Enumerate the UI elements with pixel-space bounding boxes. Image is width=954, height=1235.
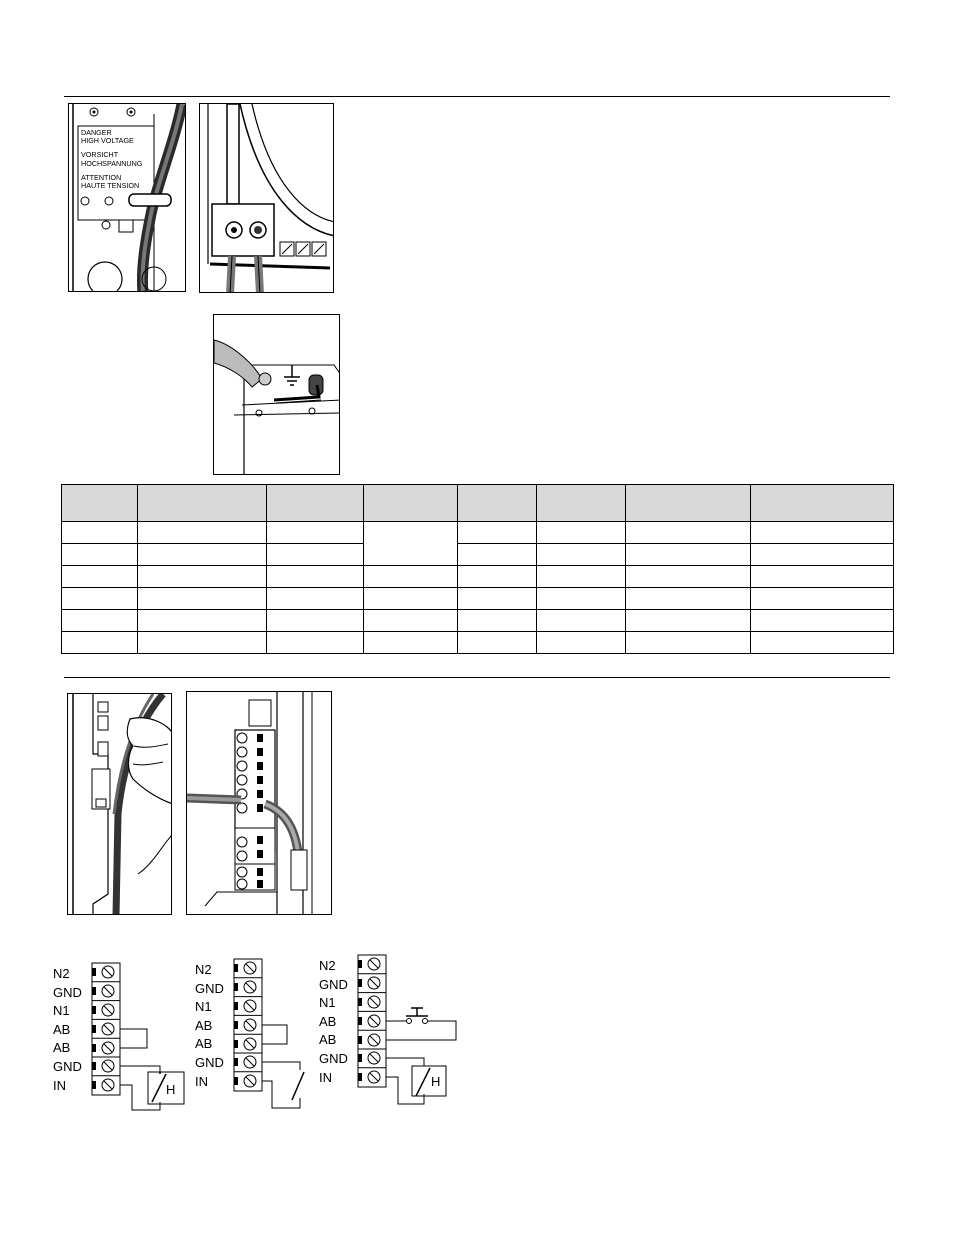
table-cell (138, 588, 267, 610)
warning-line-5: ATTENTION (81, 172, 122, 182)
table-header-cell (267, 485, 364, 522)
figure-warning-label-panel (68, 103, 186, 292)
table-cell (267, 588, 364, 610)
warning-line-3: VORSICHT (81, 150, 119, 160)
table-cell (537, 632, 626, 654)
table-cell (458, 566, 537, 588)
switch-label-h: H (166, 1082, 176, 1097)
table-header-cell (458, 485, 537, 522)
terminal-block (358, 955, 386, 1087)
figure-terminal-screwdriver (199, 103, 334, 293)
terminal-block (234, 959, 262, 1091)
terminal-label-ab: AB (195, 1036, 213, 1052)
table-header-cell (364, 485, 458, 522)
terminal-label-gnd: GND (319, 1050, 348, 1066)
terminal-label-in: IN (319, 1069, 332, 1085)
specification-table (61, 484, 894, 654)
table-cell (537, 610, 626, 632)
table-cell (62, 566, 138, 588)
warning-label-text (81, 129, 155, 190)
table-row (62, 544, 894, 566)
table-row (62, 632, 894, 654)
table-cell (537, 588, 626, 610)
table-header-cell (626, 485, 751, 522)
section-rule-top (64, 96, 890, 97)
table-cell (537, 544, 626, 566)
warning-line-4: HOCHSPANNUNG (81, 158, 143, 168)
terminal-label-ab: AB (53, 1021, 71, 1037)
wiring-diagram-3 (318, 954, 468, 1110)
wiring-diagram-2 (194, 958, 324, 1114)
table-cell (364, 610, 458, 632)
table-cell (138, 610, 267, 632)
table-cell (267, 632, 364, 654)
terminal-block (92, 963, 120, 1095)
table-cell (626, 588, 751, 610)
table-cell (138, 544, 267, 566)
table-cell (626, 632, 751, 654)
table-cell (751, 588, 894, 610)
table-cell (364, 588, 458, 610)
table-header-cell (138, 485, 267, 522)
table-cell (267, 566, 364, 588)
table-cell (458, 610, 537, 632)
table-cell (62, 544, 138, 566)
table-cell (751, 632, 894, 654)
table-cell (751, 544, 894, 566)
table-cell (626, 610, 751, 632)
terminal-label-in: IN (195, 1073, 208, 1089)
warning-line-6: HAUTE TENSION (81, 181, 140, 191)
terminal-label-ab: AB (53, 1040, 71, 1056)
table-row (62, 566, 894, 588)
table-cell (267, 544, 364, 566)
table-row (62, 610, 894, 632)
table-cell (626, 566, 751, 588)
terminal-label-ab: AB (319, 1013, 337, 1029)
wiring-lines (120, 1029, 184, 1110)
table-cell (62, 632, 138, 654)
terminal-label-ab: AB (319, 1032, 337, 1048)
table-cell (62, 610, 138, 632)
wiring-lines (262, 1025, 304, 1108)
terminal-label-n2: N2 (53, 966, 70, 981)
table-header-cell (62, 485, 138, 522)
table-header-cell (751, 485, 894, 522)
table-cell (751, 610, 894, 632)
terminal-label-n2: N2 (195, 962, 212, 977)
table-cell (62, 588, 138, 610)
figure-cable-insertion (67, 693, 172, 915)
switch-label-h: H (431, 1074, 441, 1089)
table-cell (458, 632, 537, 654)
figure-ground-terminal (213, 314, 340, 475)
table-cell (537, 566, 626, 588)
table-header-row (62, 485, 894, 522)
table-cell (267, 610, 364, 632)
terminal-label-n1: N1 (53, 1003, 70, 1019)
table-cell (751, 522, 894, 544)
table-cell (458, 544, 537, 566)
table-cell (626, 522, 751, 544)
table-cell (267, 522, 364, 544)
table-cell (458, 522, 537, 544)
warning-line-2: HIGH VOLTAGE (81, 136, 134, 146)
terminal-label-n2: N2 (319, 958, 336, 973)
terminal-label-gnd: GND (53, 984, 82, 1000)
terminal-label-ab: AB (195, 1017, 213, 1033)
section-rule-middle (64, 677, 890, 678)
terminal-label-gnd: GND (53, 1058, 82, 1074)
table-row (62, 522, 894, 544)
terminal-label-n1: N1 (319, 995, 336, 1011)
table-cell (626, 544, 751, 566)
table-cell (138, 632, 267, 654)
table-header-cell (537, 485, 626, 522)
table-cell (751, 566, 894, 588)
table-cell (62, 522, 138, 544)
figure-terminal-strip (186, 691, 332, 915)
terminal-label-gnd: GND (195, 980, 224, 996)
wiring-lines (386, 1008, 456, 1104)
warning-line-1: DANGER (81, 128, 112, 137)
table-cell (138, 522, 267, 544)
table-cell (364, 632, 458, 654)
table-cell (364, 522, 458, 566)
wiring-diagram-1 (52, 962, 192, 1114)
table-cell (537, 522, 626, 544)
terminal-label-gnd: GND (319, 976, 348, 992)
table-cell (364, 566, 458, 588)
table-row (62, 588, 894, 610)
terminal-label-in: IN (53, 1077, 66, 1093)
terminal-label-gnd: GND (195, 1054, 224, 1070)
table-cell (458, 588, 537, 610)
table-cell (138, 566, 267, 588)
terminal-label-n1: N1 (195, 999, 212, 1015)
